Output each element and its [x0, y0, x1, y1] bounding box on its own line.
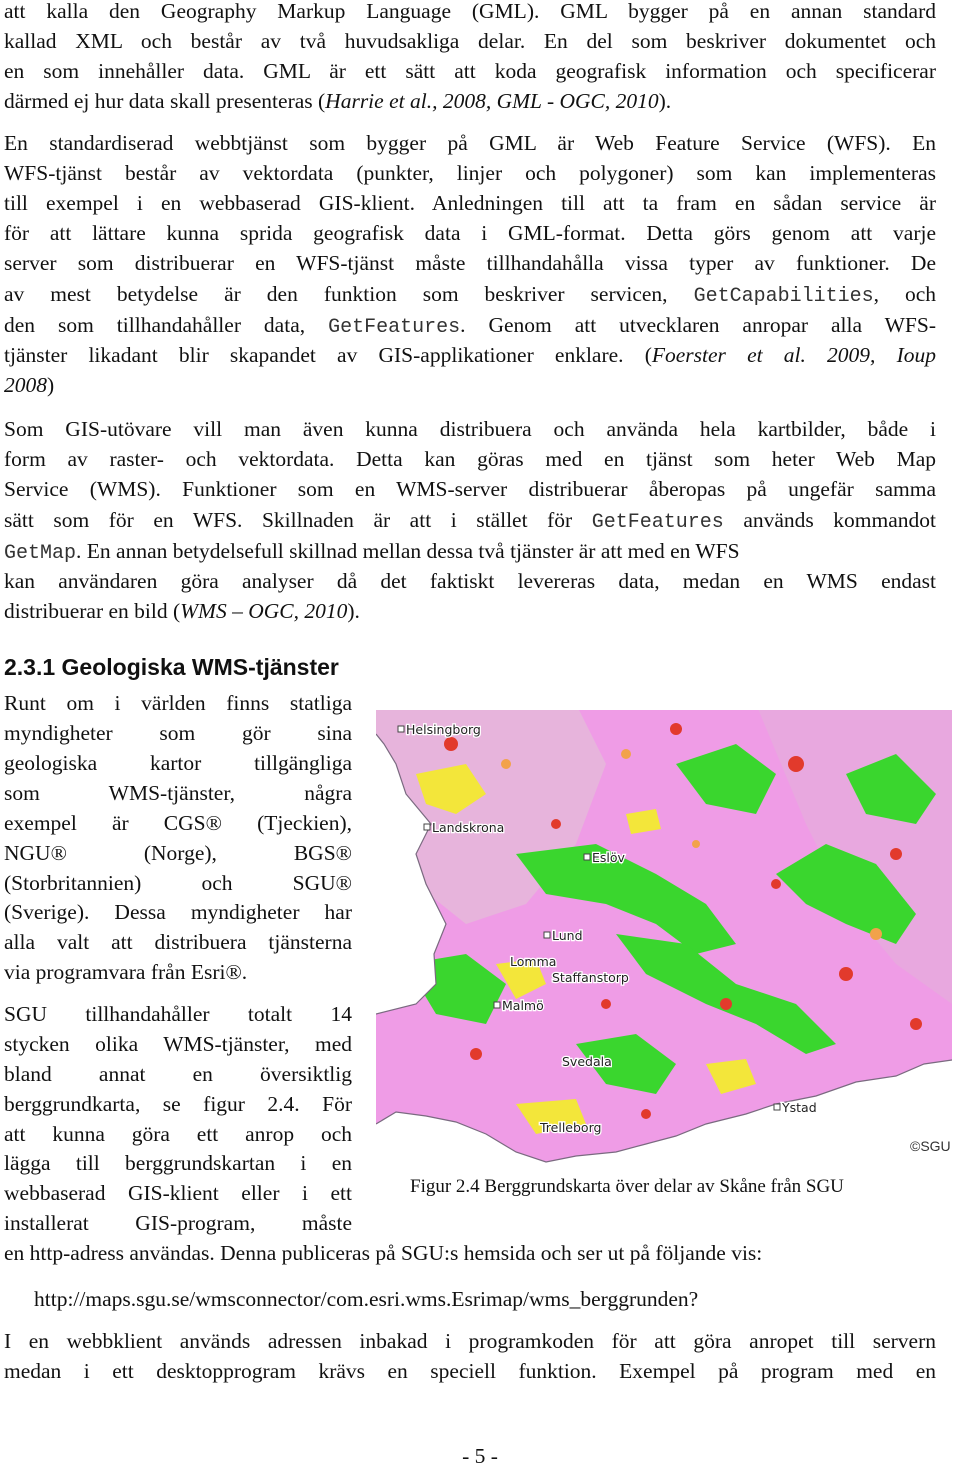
code-getmap: GetMap	[4, 542, 77, 565]
para2-line1: En standardiserad webbtjänst som bygger på GML är Web Feature Service (WFS). En	[4, 131, 936, 155]
narrow1-line: NGU® (Norge), BGS®	[4, 841, 352, 865]
place-label: Landskrona	[432, 820, 505, 835]
section-heading: 2.3.1 Geologiska WMS-tjänster	[4, 654, 339, 680]
narrow1-line: alla valt att distribuera tjänsterna	[4, 930, 352, 954]
narrow2-line: installerat GIS-program, måste	[4, 1211, 352, 1235]
para2-line2: WFS-tjänst består av vektordata (punkter, linjer och polygoner) som kan implementeras	[4, 161, 936, 185]
place-label: Lomma	[510, 954, 557, 969]
narrow2-line: stycken olika WMS-tjänster, med	[4, 1032, 352, 1056]
code-getfeatures: GetFeatures	[591, 511, 724, 534]
wms-url: http://maps.sgu.se/wmsconnector/com.esri.wms.Esrimap/wms_berggrunden?	[34, 1287, 699, 1311]
para2-line3: till exempel i en webbaserad GIS-klient. Anledningen till att ta fram en sådan service är	[4, 191, 936, 215]
map-peat	[890, 848, 902, 860]
map-peat	[641, 1109, 651, 1119]
para2-line8: tjänster likadant blir skapandet av GIS-applikationer enklare. (Foerster et al. 2009, Ioup	[4, 343, 936, 367]
narrow1-line: som WMS-tjänster, några	[4, 781, 352, 805]
map-peat	[444, 737, 458, 751]
citation: WMS – OGC, 2010	[180, 599, 348, 623]
narrow1-line: via programvara från Esri®.	[4, 960, 248, 984]
citation: Harrie et al., 2008, GML - OGC, 2010	[325, 89, 659, 113]
town-marker	[398, 726, 404, 732]
para1-line1: att kalla den Geography Markup Language (GML). GML bygger på en annan standard	[4, 0, 936, 23]
para2-line4: för att lättare kunna sprida geografisk data i GML-format. Detta görs genom att varje	[4, 221, 936, 245]
para2-line9: 2008)	[4, 373, 55, 397]
narrow2-line: berggrundkarta, se figur 2.4. För	[4, 1092, 352, 1116]
map-clay	[870, 928, 882, 940]
map-peat	[601, 999, 611, 1009]
narrow1-line: (Storbritannien) och SGU®	[4, 871, 352, 895]
place-label: Eslöv	[592, 850, 625, 865]
town-marker	[494, 1002, 500, 1008]
para3-line1: Som GIS-utövare vill man även kunna distribuera och använda hela kartbilder, både i	[4, 417, 936, 441]
map-clay	[501, 759, 511, 769]
narrow2-line: lägga till berggrundskartan i en	[4, 1151, 352, 1175]
citation: 2008	[4, 373, 47, 397]
page-number: - 5 -	[462, 1444, 498, 1468]
town-marker	[544, 932, 550, 938]
narrow1-line: geologiska kartor tillgängliga	[4, 751, 352, 775]
map-peat	[771, 879, 781, 889]
copyright-mark: ©SGU	[910, 1138, 951, 1154]
narrow2-line: webbaserad GIS-klient eller i ett	[4, 1181, 352, 1205]
narrow1-line: exempel är CGS® (Tjeckien),	[4, 811, 352, 835]
figure-caption: Figur 2.4 Berggrundskarta över delar av Skåne från SGU	[410, 1176, 844, 1197]
para3-line4: sätt som för en WFS. Skillnaden är att i stället för GetFeatures används kommandot	[4, 508, 937, 534]
place-label: Staffanstorp	[552, 970, 629, 985]
bedrock-map-figure	[376, 704, 952, 1168]
narrow2-line: SGU tillhandahåller totalt 14	[4, 1002, 352, 1026]
map-clay	[692, 840, 700, 848]
para3-line7: distribuerar en bild (WMS – OGC, 2010).	[4, 599, 360, 623]
para1-line2: kallad XML och består av två huvudsakliga delar. En del som beskriver dokumentet och	[4, 29, 936, 53]
code-getfeatures: GetFeatures	[328, 316, 461, 339]
para2-line5: server som distribuerar en WFS-tjänst måste tillhandahålla vissa typer av funktioner. De	[4, 251, 936, 275]
code-getcapabilities: GetCapabilities	[693, 285, 874, 308]
para1-line3: en som innehåller data. GML är ett sätt att koda geografisk information och specificerar	[4, 59, 936, 83]
map-clay	[621, 749, 631, 759]
place-label: Trelleborg	[540, 1120, 602, 1135]
narrow2-line: bland annat en översiktlig	[4, 1062, 352, 1086]
town-marker	[424, 824, 430, 830]
last-para-line1: I en webbklient används adressen inbakad i programkoden för att göra anropet till servern	[4, 1329, 936, 1353]
map-peat	[788, 756, 804, 772]
map-peat	[910, 1018, 922, 1030]
map-peat	[720, 998, 732, 1010]
map-peat	[470, 1048, 482, 1060]
place-label: Malmö	[502, 998, 544, 1013]
place-label: Lund	[552, 928, 583, 943]
map-peat	[839, 967, 853, 981]
town-marker	[774, 1104, 780, 1110]
para1-line4: därmed ej hur data skall presenteras (Harrie et al., 2008, GML - OGC, 2010).	[4, 89, 672, 113]
after-figure-line: en http-adress användas. Denna publiceras på SGU:s hemsida och ser ut på följande vis:	[4, 1241, 763, 1265]
narrow1-line: Runt om i världen finns statliga	[4, 691, 352, 715]
narrow2-line: att kunna göra ett anrop och	[4, 1122, 352, 1146]
para3-line2: form av raster- och vektordata. Detta kan göras med en tjänst som heter Web Map	[4, 447, 936, 471]
para3-line5: GetMap. En annan betydelsefull skillnad mellan dessa två tjänster är att med en WFS	[4, 539, 740, 565]
narrow1-line: (Sverige). Dessa myndigheter har	[4, 900, 352, 924]
town-marker	[584, 854, 590, 860]
narrow1-line: myndigheter som gör sina	[4, 721, 352, 745]
citation: Foerster et al. 2009, Ioup	[651, 343, 936, 367]
map-peat	[551, 819, 561, 829]
para3-line3: Service (WMS). Funktioner som en WMS-server distribuerar åberopas på ungefär samma	[4, 477, 936, 501]
last-para-line2: medan i ett desktopprogram krävs en speciell funktion. Exempel på program med en	[4, 1359, 936, 1383]
place-label: Helsingborg	[406, 722, 481, 737]
place-label: Ystad	[782, 1100, 817, 1115]
para2-line6: av mest betydelse är den funktion som beskriver servicen, GetCapabilities, och	[4, 282, 937, 308]
place-label: Svedala	[562, 1054, 612, 1069]
map-peat	[670, 723, 682, 735]
para3-line6: kan användaren göra analyser då det faktiskt levereras data, medan en WMS endast	[4, 569, 936, 593]
para2-line7: den som tillhandahåller data, GetFeatures. Genom att utvecklaren anropar alla WFS-	[4, 313, 936, 339]
